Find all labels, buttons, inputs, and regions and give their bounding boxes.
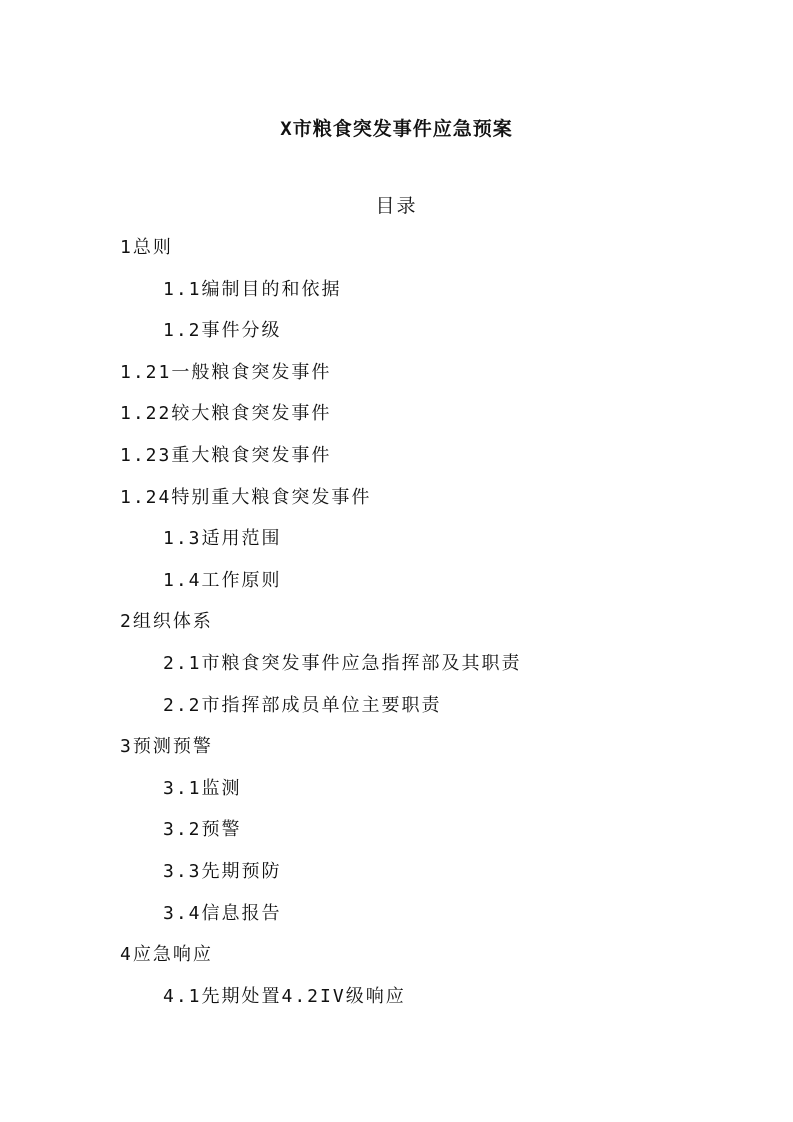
toc-item: 3.3先期预防 bbox=[163, 860, 282, 882]
toc-item: 4.1先期处置4.2IV级响应 bbox=[163, 985, 406, 1007]
toc-item: 2.1市粮食突发事件应急指挥部及其职责 bbox=[163, 652, 522, 674]
toc-item: 1.2事件分级 bbox=[163, 320, 282, 342]
toc-item: 3预测预警 bbox=[120, 736, 213, 758]
toc-item: 4应急响应 bbox=[120, 944, 213, 966]
document-title: X市粮食突发事件应急预案 bbox=[280, 118, 513, 140]
toc-item: 1总则 bbox=[120, 237, 173, 258]
toc-item: 2.2市指挥部成员单位主要职责 bbox=[163, 694, 442, 716]
toc-heading: 目录 bbox=[375, 195, 418, 217]
toc-item: 2组织体系 bbox=[120, 611, 213, 633]
toc-item: 1.4工作原则 bbox=[163, 569, 282, 591]
toc-item: 3.4信息报告 bbox=[163, 902, 282, 924]
toc-item: 1.22较大粮食突发事件 bbox=[120, 403, 332, 425]
toc-item: 1.21一般粮食突发事件 bbox=[120, 361, 332, 383]
table-of-contents bbox=[0, 234, 793, 1024]
toc-item: 3.2预警 bbox=[163, 819, 242, 841]
toc-item: 1.24特别重大粮食突发事件 bbox=[120, 486, 372, 508]
toc-item: 1.1编制目的和依据 bbox=[163, 278, 342, 300]
toc-item: 3.1监测 bbox=[163, 777, 242, 799]
toc-item: 1.23重大粮食突发事件 bbox=[120, 444, 332, 466]
toc-item: 1.3适用范围 bbox=[163, 528, 282, 550]
